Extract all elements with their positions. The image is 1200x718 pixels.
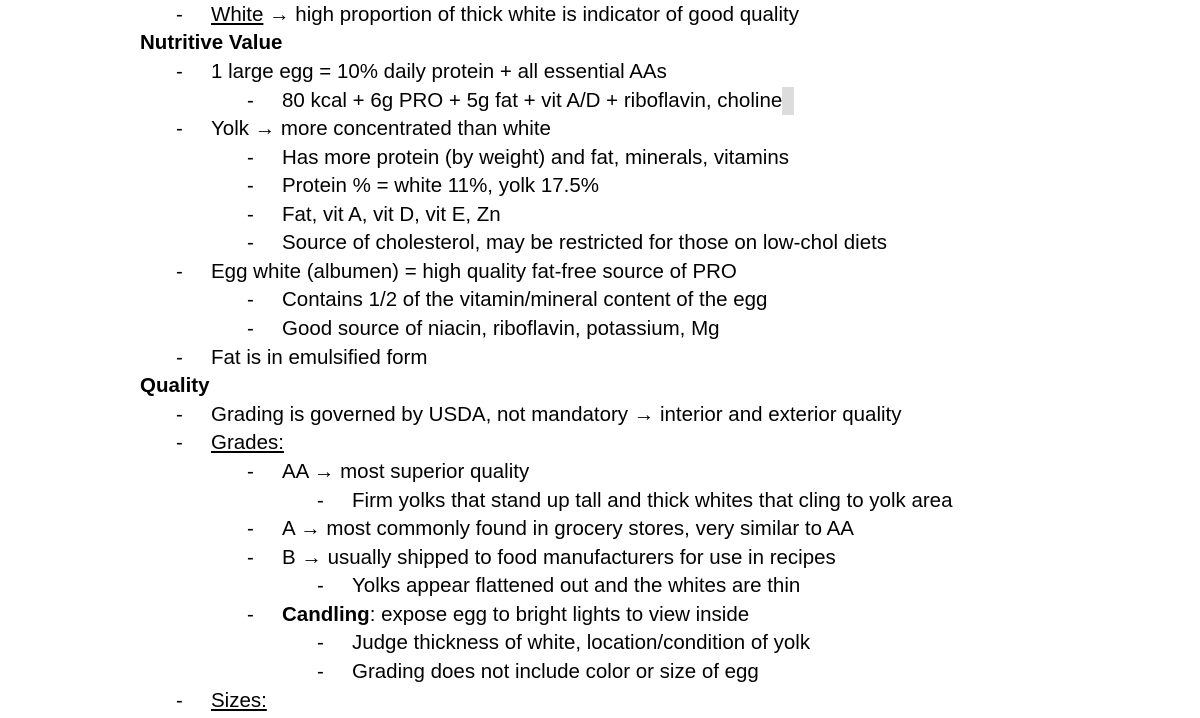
bullet-dash: - [247, 517, 254, 540]
bullet-dash: - [247, 203, 254, 226]
bullet-dash: - [247, 89, 254, 112]
list-item: AA → most superior quality [282, 460, 530, 483]
bullet-dash: - [176, 403, 183, 426]
list-item: Has more protein (by weight) and fat, minerals, vitamins [282, 146, 790, 169]
list-item [282, 87, 794, 115]
list-item: Judge thickness of white, location/condition of yolk [352, 631, 811, 654]
heading-nutritive-value: Nutritive Value [140, 31, 283, 54]
bullet-dash: - [247, 146, 254, 169]
list-item-candling [282, 601, 749, 629]
list-item-sizes: Sizes: [211, 689, 267, 712]
bullet-dash: - [317, 489, 324, 512]
bullet-dash: - [317, 631, 324, 654]
bullet-dash: - [247, 174, 254, 197]
bullet-dash: - [247, 288, 254, 311]
bullet-dash: - [247, 317, 254, 340]
bullet-dash: - [247, 231, 254, 254]
bullet-dash: - [176, 346, 183, 369]
bullet-dash: - [317, 660, 324, 683]
list-item: Grading is governed by USDA, not mandatory → interior and exterior quality [211, 403, 902, 426]
text-selection-highlight [782, 87, 794, 115]
list-item-grades: Grades: [211, 431, 284, 454]
bullet-dash: - [176, 689, 183, 712]
list-item-text: : expose egg to bright lights to view inside [369, 603, 750, 626]
term-candling: Candling [282, 603, 370, 626]
list-item: Source of cholesterol, may be restricted for those on low-chol diets [282, 231, 888, 254]
list-item: Grading does not include color or size of egg [352, 660, 759, 683]
bullet-dash: - [176, 431, 183, 454]
list-item: 1 large egg = 10% daily protein + all essential AAs [211, 60, 667, 83]
list-item: B → usually shipped to food manufacturers for use in recipes [282, 546, 836, 569]
list-item: Good source of niacin, riboflavin, potassium, Mg [282, 317, 720, 340]
list-item: Yolks appear flattened out and the whites are thin [352, 574, 801, 597]
list-item: Egg white (albumen) = high quality fat-free source of PRO [211, 260, 737, 283]
bullet-dash: - [176, 3, 183, 26]
term-white: White [211, 3, 264, 26]
list-item: Protein % = white 11%, yolk 17.5% [282, 174, 599, 197]
heading-quality: Quality [140, 374, 210, 397]
list-item-text: → high proportion of thick white is indicator of good quality [263, 3, 799, 26]
bullet-dash: - [317, 574, 324, 597]
bullet-dash: - [176, 260, 183, 283]
list-item: Fat is in emulsified form [211, 346, 428, 369]
bullet-dash: - [176, 60, 183, 83]
list-item-text: 80 kcal + 6g PRO + 5g fat + vit A/D + riboflavin, choline [282, 89, 783, 112]
list-item: Firm yolks that stand up tall and thick whites that cling to yolk area [352, 489, 953, 512]
bullet-dash: - [176, 117, 183, 140]
bullet-dash: - [247, 603, 254, 626]
list-item: Yolk → more concentrated than white [211, 117, 551, 140]
list-item: A → most commonly found in grocery stores, very similar to AA [282, 517, 854, 540]
list-item: Contains 1/2 of the vitamin/mineral content of the egg [282, 288, 768, 311]
bullet-dash: - [247, 460, 254, 483]
bullet-dash: - [247, 546, 254, 569]
list-item: Fat, vit A, vit D, vit E, Zn [282, 203, 501, 226]
list-item-white [211, 1, 799, 29]
